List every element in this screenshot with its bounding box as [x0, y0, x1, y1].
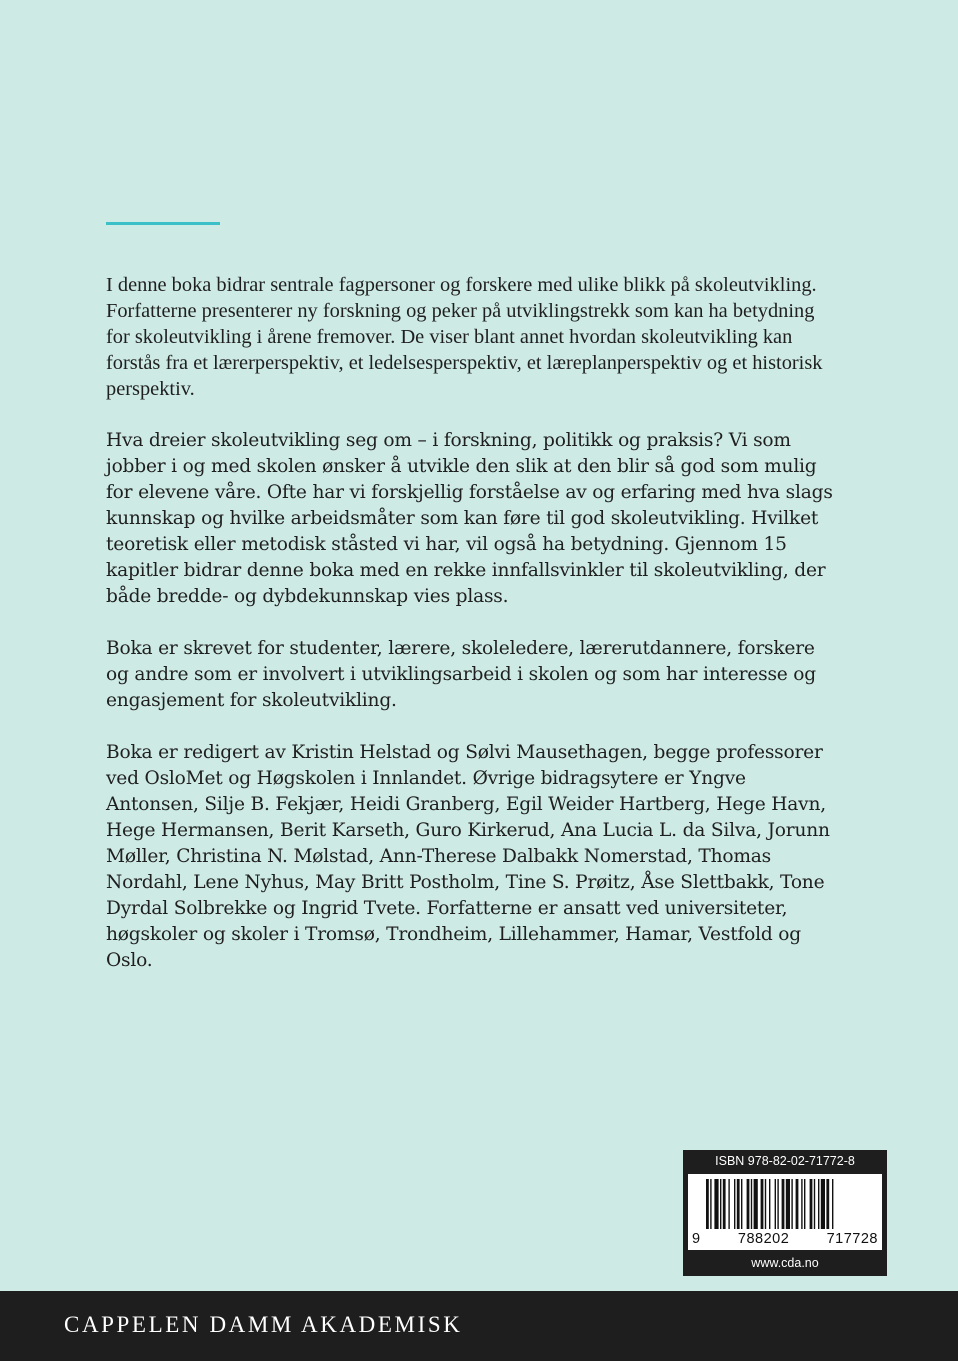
barcode-bar — [814, 1179, 815, 1229]
barcode-bar — [786, 1179, 790, 1229]
barcode-left-group: 788202 — [737, 1231, 790, 1247]
barcode-icon — [706, 1179, 870, 1229]
barcode-bar — [765, 1179, 766, 1229]
isbn-barcode-block — [683, 1150, 887, 1276]
blurb-paragraph-1: I denne boka bidrar sentrale fagpersoner og forskere med ulike blikk på skoleutvikling. Forfatterne presenterer ny forskning og peker på utviklingstrekk som kan ha betydning for skoleutvikling i årene fremover. De viser blant annet hvordan skoleutvikling kan forstås fra et lærerperspektiv, et ledelsesperspektiv, et læreplanperspektiv og et historisk perspektiv. — [106, 274, 823, 400]
barcode-right-group: 717728 — [826, 1231, 878, 1247]
barcode-bar — [826, 1179, 829, 1229]
barcode-bar — [775, 1179, 776, 1229]
barcode-bar — [734, 1179, 735, 1229]
barcode-bar — [801, 1179, 802, 1229]
barcode-bar — [737, 1179, 740, 1229]
publisher-logo: CAPPELEN DAMM AKADEMISK — [64, 1312, 463, 1337]
barcode-bar — [796, 1179, 799, 1229]
barcode-bar — [728, 1179, 729, 1229]
blurb-paragraph-3: Boka er skrevet for studenter, lærere, skoleledere, lærerutdannere, forskere og andre som er involvert i utviklingsarbeid i skolen og som har interesse og engasjement for skoleutvikling. — [106, 638, 817, 711]
footer-band — [0, 1291, 958, 1361]
barcode-panel — [688, 1174, 882, 1250]
barcode-bar — [821, 1179, 825, 1229]
publisher-website: www.cda.no — [751, 1256, 819, 1270]
barcode-bar — [720, 1179, 721, 1229]
barcode-bar — [741, 1179, 742, 1229]
barcode-bar — [751, 1179, 752, 1229]
barcode-bar — [723, 1179, 726, 1229]
barcode-bar — [818, 1179, 819, 1229]
barcode-bar — [710, 1179, 711, 1229]
blurb-paragraph-2: Hva dreier skoleutvikling seg om – i forskning, politikk og praksis? Vi som jobber i og med skolen ønsker å utvikle den slik at den blir så god som mulig for elevene våre. Ofte har vi forskjellig forståelse av og erfaring med hva slags kunnskap og hvilke arbeidsmåter som kan føre til god skoleutvikling. Hvilket teoretisk eller metodisk ståsted vi har, vil også ha betydning. Gjennom 15 kapitler bidrar denne boka med en rekke innfallsvinkler til skoleutvikling, der både bredde- og dybdekunnskap vies plass. — [106, 430, 833, 607]
barcode-first-digit: 9 — [692, 1231, 701, 1247]
barcode-bar — [777, 1179, 778, 1229]
barcode-bar — [761, 1179, 764, 1229]
barcode-bar — [754, 1179, 758, 1229]
barcode-bar — [769, 1179, 770, 1229]
barcode-bar — [706, 1179, 709, 1229]
isbn-number: ISBN 978-82-02-71772-8 — [715, 1154, 855, 1168]
barcode-bar — [747, 1179, 750, 1229]
barcode-bar — [714, 1179, 718, 1229]
back-cover-text — [106, 272, 841, 1000]
barcode-digits — [688, 1231, 882, 1247]
accent-rule — [106, 222, 220, 225]
barcode-bar — [782, 1179, 785, 1229]
barcode-bar — [810, 1179, 813, 1229]
blurb-paragraph-4: Boka er redigert av Kristin Helstad og Sølvi Mausethagen, begge professorer ved OsloMet og Høgskolen i Innlandet. Øvrige bidragsytere er Yngve Antonsen, Silje B. Fekjær, Heidi Granberg, Egil Weider Hartberg, Hege Havn, Hege Hermansen, Berit Karseth, Guro Kirkerud, Ana Lucia L. da Silva, Jorunn Møller, Christina N. Mølstad, Ann-Therese Dalbakk Nomerstad, Thomas Nordahl, Lene Nyhus, May Britt Postholm, Tine S. Prøitz, Åse Slettbakk, Tone Dyrdal Solbrekke og Ingrid Tvete. Forfatterne er ansatt ved universiteter, høgskoler og skoler i Tromsø, Trondheim, Lillehammer, Hamar, Vestfold og Oslo. — [106, 742, 830, 971]
barcode-bar — [832, 1179, 833, 1229]
barcode-bar — [791, 1179, 792, 1229]
barcode-bar — [804, 1179, 805, 1229]
